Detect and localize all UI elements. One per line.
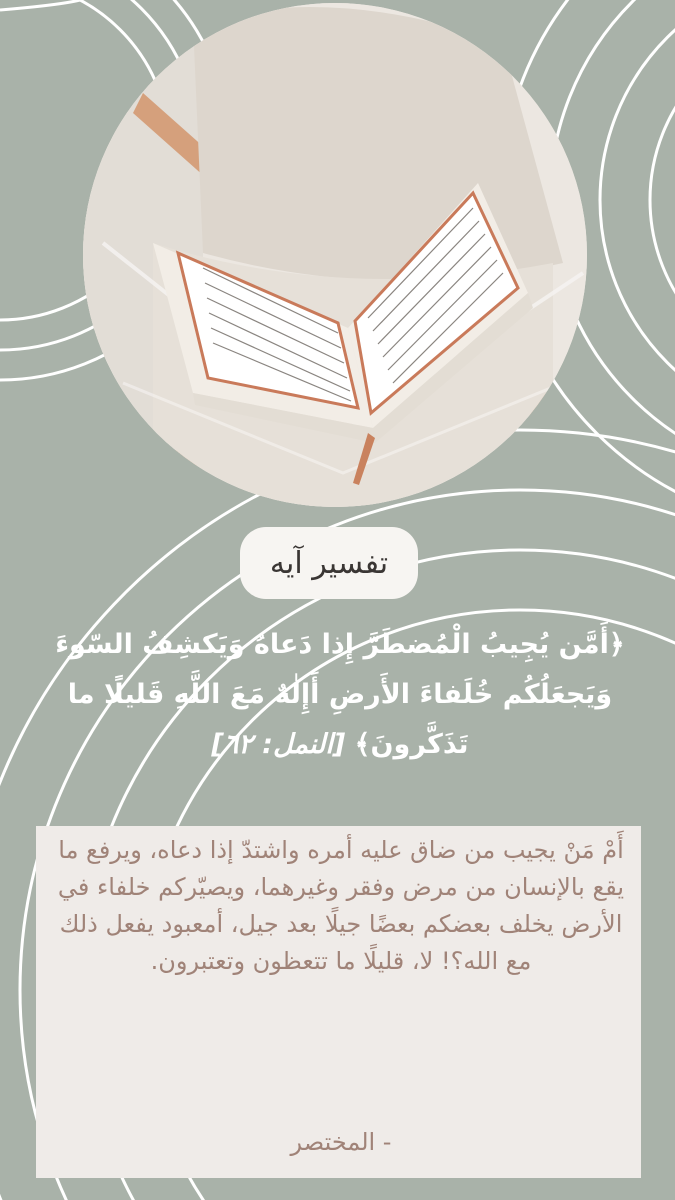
- tafsir-box: [36, 826, 641, 1178]
- page-title: تفسير آيه: [240, 527, 418, 599]
- tafsir-text: أَمْ مَنْ يجيب من ضاق عليه أمره واشتدّ إذا دعاه، ويرفع ما يقع بالإنسان من مرض وفقر وغيرهما، ويصيّركم خلفاء في الأرض يخلف بعضكم بعضًا جيلًا بعد جيل، أمعبود يفعل ذلك مع الله؟! لا، قليلًا ما تتعظون وتعتبرون.: [57, 836, 625, 975]
- tafsir-source: - المختصر: [290, 1128, 392, 1156]
- verse-reference: [النمل: ٦٢]: [211, 729, 346, 760]
- quran-photo: [83, 3, 587, 507]
- quran-on-stand-photo: [83, 3, 587, 507]
- quran-verse: [40, 620, 640, 770]
- verse-text: ﴿أَمَّن يُجِيبُ الْمُضطَرَّ إِذا دَعاهُ وَيَكشِفُ السّوءَ وَيَجعَلُكُم خُلَفاءَ الأَرضِ أَإِلٰهٌ مَعَ اللَّهِ قَليلًا ما تَذَكَّرونَ﴾: [55, 629, 625, 760]
